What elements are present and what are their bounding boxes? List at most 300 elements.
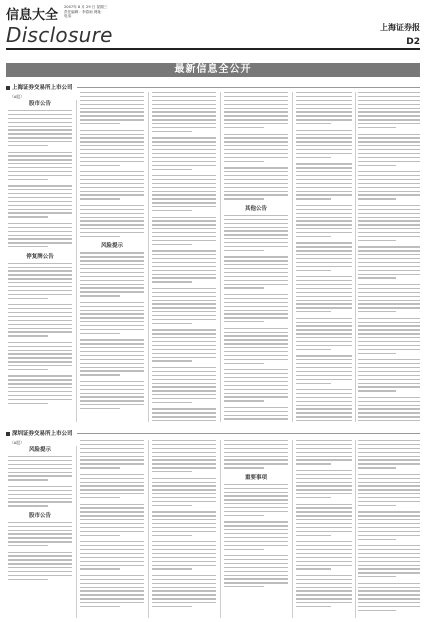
article-column — [8, 446, 72, 618]
text-line — [8, 308, 72, 309]
text-line — [224, 191, 288, 192]
text-line — [224, 452, 288, 453]
text-line — [80, 228, 144, 229]
column-rule — [220, 92, 221, 422]
text-line — [296, 349, 331, 350]
text-line — [8, 316, 72, 317]
text-line — [224, 313, 288, 314]
text-line — [358, 474, 420, 475]
text-line — [224, 415, 288, 416]
text-line — [8, 133, 72, 134]
text-line — [152, 602, 216, 603]
text-line — [296, 254, 352, 255]
text-line — [296, 288, 352, 289]
text-line — [152, 179, 216, 180]
text-line — [152, 281, 192, 282]
text-line — [296, 232, 352, 233]
text-line — [296, 375, 352, 376]
text-line — [224, 306, 288, 307]
text-line — [8, 391, 72, 392]
text-line — [358, 531, 420, 532]
text-line — [152, 367, 216, 368]
text-line — [152, 266, 216, 267]
text-line — [80, 213, 144, 214]
text-line — [358, 292, 420, 293]
text-line — [152, 375, 216, 376]
text-line — [224, 111, 288, 112]
subsection-heading: 风险提示 — [100, 243, 123, 250]
text-line — [8, 324, 72, 325]
text-line — [152, 250, 216, 251]
text-line — [224, 521, 288, 522]
page-number: D2 — [406, 37, 420, 47]
text-line — [358, 149, 420, 150]
text-line — [80, 527, 144, 528]
text-line — [296, 440, 352, 441]
text-line — [296, 405, 352, 406]
text-line — [152, 345, 216, 346]
text-line — [8, 559, 72, 560]
text-line — [358, 134, 420, 135]
logo-cn: 信息大全 — [6, 8, 59, 23]
text-line — [80, 264, 144, 265]
text-line — [80, 145, 144, 146]
text-line — [358, 565, 420, 566]
text-line — [80, 459, 144, 460]
text-line — [152, 482, 216, 483]
text-line — [152, 137, 216, 138]
text-line — [80, 549, 144, 550]
text-line — [296, 198, 331, 199]
text-line — [296, 325, 352, 326]
text-line — [224, 381, 288, 382]
text-line — [296, 149, 352, 150]
text-line — [80, 557, 144, 558]
text-line — [8, 145, 48, 146]
text-line — [152, 416, 216, 417]
text-line — [152, 108, 216, 109]
text-line — [80, 310, 144, 311]
text-line — [8, 290, 72, 291]
text-line — [224, 339, 288, 340]
text-line — [8, 460, 72, 461]
text-line — [224, 545, 288, 546]
subsection-heading: 风险提示 — [28, 447, 51, 453]
text-line — [152, 459, 216, 460]
column-rule — [220, 440, 221, 618]
text-line — [224, 385, 288, 386]
text-line — [152, 501, 216, 502]
text-line — [80, 104, 144, 105]
text-line — [80, 463, 144, 464]
text-line — [152, 198, 216, 199]
text-line — [296, 213, 352, 214]
text-line — [296, 535, 331, 536]
text-line — [224, 96, 288, 97]
text-line — [8, 403, 48, 404]
text-line — [296, 333, 352, 334]
text-line — [80, 325, 144, 326]
text-line — [80, 587, 144, 588]
text-line — [224, 284, 288, 285]
text-line — [8, 505, 48, 506]
text-line — [8, 383, 72, 384]
text-line — [358, 104, 420, 105]
text-line — [152, 288, 216, 289]
text-line — [224, 127, 264, 128]
text-line — [152, 104, 216, 105]
text-line — [8, 479, 48, 480]
text-line — [8, 282, 72, 283]
text-line — [80, 602, 144, 603]
text-line — [80, 194, 144, 195]
text-line — [8, 375, 72, 376]
text-line — [152, 386, 216, 387]
text-line — [296, 322, 352, 323]
text-line — [80, 220, 144, 221]
text-line — [224, 549, 264, 550]
article-column — [358, 92, 420, 422]
text-line — [8, 298, 48, 299]
text-line — [296, 602, 352, 603]
text-line — [80, 317, 144, 318]
text-line — [152, 575, 216, 576]
text-line — [296, 134, 352, 135]
text-line — [80, 205, 144, 206]
text-line — [296, 303, 352, 304]
text-line — [296, 329, 352, 330]
text-line — [152, 274, 216, 275]
article-column — [358, 440, 420, 618]
text-line — [80, 359, 144, 360]
text-line — [8, 304, 72, 305]
text-line — [358, 258, 420, 259]
text-line — [152, 100, 216, 101]
column-rule — [355, 92, 356, 422]
text-line — [358, 171, 420, 172]
text-line — [358, 371, 420, 372]
text-line — [358, 262, 420, 263]
text-line — [296, 545, 352, 546]
text-line — [152, 561, 216, 562]
text-line — [152, 277, 216, 278]
text-line — [152, 92, 216, 93]
text-line — [80, 287, 144, 288]
text-line — [224, 541, 288, 542]
text-line — [358, 489, 420, 490]
text-line — [358, 590, 420, 591]
text-line — [296, 519, 352, 520]
text-line — [152, 224, 216, 225]
text-line — [8, 369, 48, 370]
text-line — [152, 333, 216, 334]
text-line — [358, 345, 420, 346]
text-line — [358, 519, 420, 520]
text-line — [152, 202, 216, 203]
text-line — [224, 459, 288, 460]
text-line — [152, 583, 216, 584]
text-line — [152, 262, 216, 263]
text-line — [8, 137, 72, 138]
text-line — [358, 511, 420, 512]
text-line — [224, 578, 288, 579]
text-line — [8, 571, 72, 572]
text-line — [296, 598, 352, 599]
text-line — [296, 300, 352, 301]
text-line — [152, 590, 216, 591]
text-line — [152, 568, 192, 569]
text-line — [224, 343, 288, 344]
text-line — [224, 194, 288, 195]
text-line — [80, 389, 144, 390]
text-line — [224, 108, 288, 109]
text-line — [358, 482, 420, 483]
text-line — [358, 137, 420, 138]
text-line — [224, 145, 288, 146]
text-line — [224, 317, 288, 318]
text-line — [224, 444, 288, 445]
text-line — [80, 236, 120, 237]
article-column — [8, 100, 72, 422]
text-line — [358, 535, 420, 536]
text-line — [152, 549, 216, 550]
text-line — [80, 137, 144, 138]
text-line — [358, 141, 420, 142]
text-line — [8, 490, 72, 491]
text-line — [296, 311, 331, 312]
text-line — [152, 390, 216, 391]
text-line — [296, 220, 352, 221]
text-line — [358, 463, 420, 464]
text-line — [80, 493, 144, 494]
text-line — [8, 126, 72, 127]
text-line — [296, 557, 352, 558]
text-line — [224, 179, 288, 180]
text-line — [224, 141, 288, 142]
text-line — [224, 363, 264, 364]
text-line — [152, 341, 216, 342]
text-line — [296, 367, 352, 368]
text-line — [296, 191, 352, 192]
text-line — [80, 149, 144, 150]
text-line — [80, 111, 144, 112]
text-line — [80, 100, 144, 101]
text-line — [296, 111, 352, 112]
text-line — [152, 448, 216, 449]
text-line — [80, 404, 144, 405]
text-line — [224, 507, 288, 508]
text-line — [296, 318, 352, 319]
text-line — [296, 194, 352, 195]
text-line — [8, 379, 72, 380]
text-line — [8, 263, 72, 264]
text-line — [358, 303, 420, 304]
text-line — [296, 383, 331, 384]
text-line — [152, 519, 216, 520]
text-line — [80, 504, 144, 505]
text-line — [358, 161, 420, 162]
text-line — [296, 515, 352, 516]
text-line — [224, 328, 288, 329]
text-line — [296, 217, 352, 218]
text-line — [224, 187, 288, 188]
text-line — [296, 579, 352, 580]
text-line — [152, 444, 216, 445]
text-line — [80, 115, 144, 116]
text-line — [358, 209, 420, 210]
text-line — [358, 610, 396, 611]
text-line — [296, 284, 352, 285]
text-line — [224, 359, 288, 360]
text-line — [8, 238, 72, 239]
text-line — [296, 224, 352, 225]
text-line — [80, 374, 120, 375]
text-line — [152, 210, 192, 211]
text-line — [296, 205, 352, 206]
text-line — [152, 557, 216, 558]
text-line — [152, 371, 216, 372]
text-line — [80, 478, 144, 479]
text-line — [8, 242, 72, 243]
text-line — [224, 555, 288, 556]
text-line — [358, 359, 420, 360]
text-line — [80, 291, 144, 292]
text-line — [80, 568, 120, 569]
text-line — [80, 165, 120, 166]
text-line — [296, 456, 352, 457]
text-line — [224, 495, 288, 496]
text-line — [80, 256, 144, 257]
text-line — [224, 332, 288, 333]
text-line — [296, 123, 331, 124]
text-line — [358, 220, 420, 221]
text-line — [80, 482, 144, 483]
text-line — [296, 341, 352, 342]
text-line — [80, 161, 144, 162]
text-line — [296, 606, 331, 607]
text-line — [80, 507, 144, 508]
text-line — [358, 467, 396, 468]
text-line — [80, 370, 144, 371]
text-line — [296, 497, 331, 498]
text-line — [296, 108, 352, 109]
text-line — [358, 187, 420, 188]
text-line — [224, 456, 288, 457]
text-line — [8, 530, 72, 531]
text-line — [296, 478, 352, 479]
text-line — [152, 379, 216, 380]
text-line — [8, 464, 72, 465]
text-line — [358, 111, 420, 112]
text-line — [296, 397, 352, 398]
text-line — [224, 294, 288, 295]
text-line — [80, 594, 144, 595]
text-line — [152, 217, 216, 218]
text-line — [296, 511, 352, 512]
text-line — [152, 153, 216, 154]
text-line — [358, 456, 420, 457]
text-line — [296, 463, 331, 464]
text-line — [358, 363, 420, 364]
text-line — [224, 119, 288, 120]
text-line — [296, 594, 352, 595]
text-line — [152, 161, 216, 162]
column-rule — [292, 440, 293, 618]
text-line — [224, 400, 264, 401]
text-line — [152, 96, 216, 97]
issue-date: 2007年 8 月 29 日 星期三 — [64, 5, 108, 9]
text-line — [224, 234, 288, 235]
text-line — [80, 583, 144, 584]
text-line — [358, 266, 420, 267]
text-line — [8, 331, 72, 332]
text-line — [296, 575, 352, 576]
text-line — [152, 541, 216, 542]
text-line — [358, 213, 420, 214]
text-line — [8, 110, 72, 111]
text-line — [80, 531, 144, 532]
text-line — [296, 100, 352, 101]
text-line — [296, 416, 352, 417]
text-line — [152, 119, 216, 120]
text-line — [152, 236, 216, 237]
text-line — [224, 492, 288, 493]
text-line — [8, 387, 72, 388]
text-line — [152, 598, 216, 599]
text-line — [224, 298, 288, 299]
text-line — [80, 367, 144, 368]
text-line — [358, 594, 420, 595]
text-line — [358, 452, 420, 453]
text-line — [358, 598, 420, 599]
text-line — [80, 590, 144, 591]
text-line — [296, 393, 352, 394]
text-line — [224, 268, 288, 269]
text-line — [224, 533, 288, 534]
text-line — [224, 440, 288, 441]
text-line — [152, 220, 216, 221]
text-line — [358, 501, 420, 502]
text-line — [296, 485, 352, 486]
text-line — [224, 575, 288, 576]
text-line — [8, 223, 72, 224]
text-line — [152, 349, 216, 350]
text-line — [152, 228, 216, 229]
text-line — [80, 347, 144, 348]
text-line — [80, 467, 120, 468]
text-line — [224, 246, 288, 247]
text-line — [296, 163, 352, 164]
text-line — [80, 157, 144, 158]
text-line — [8, 486, 72, 487]
text-line — [152, 594, 216, 595]
text-line — [358, 254, 420, 255]
text-line — [224, 369, 288, 370]
text-line — [152, 145, 216, 146]
text-line — [8, 205, 72, 206]
text-line — [8, 522, 72, 523]
text-line — [8, 501, 72, 502]
text-line — [8, 346, 72, 347]
text-line — [80, 134, 144, 135]
text-line — [8, 537, 72, 538]
text-line — [358, 236, 420, 237]
text-line — [80, 385, 144, 386]
text-line — [8, 350, 72, 351]
text-line — [358, 568, 420, 569]
text-line — [358, 232, 420, 233]
article-column — [296, 440, 352, 618]
